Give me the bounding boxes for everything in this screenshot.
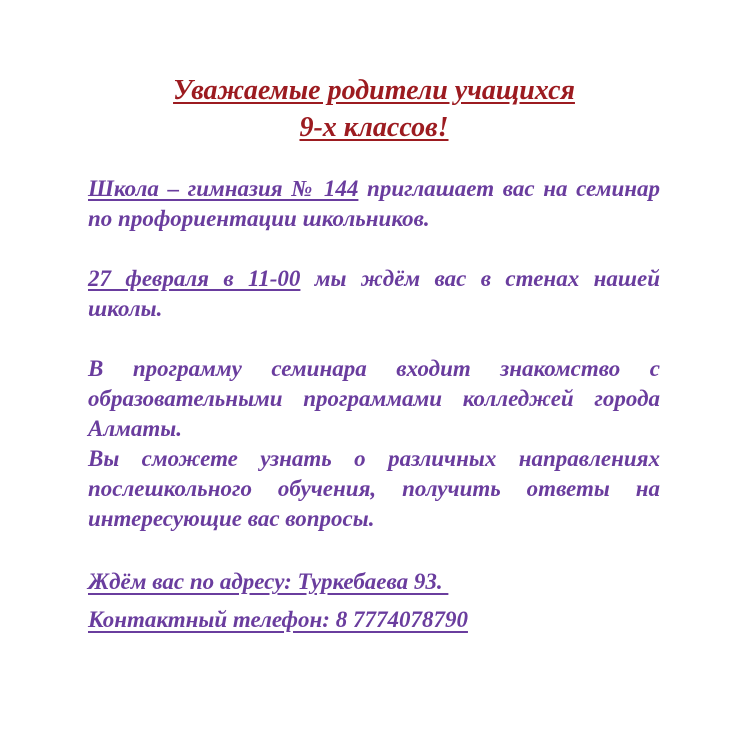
paragraph-program [88, 354, 660, 444]
paragraph-invitation-text: приглашает вас на семинар по профориентации школьников. [88, 176, 661, 231]
paragraph-details-text: Вы сможете узнать о различных направлениях послешкольного обучения, получить ответы на интересующие вас вопросы. [88, 446, 660, 531]
paragraph-program-text: В программу семинара входит знакомство с образовательными программами колледжей города Алматы. [88, 356, 660, 441]
paragraph-invitation [88, 174, 660, 234]
document-title [88, 72, 660, 146]
date-time-underlined: 27 февраля в 11-00 [88, 266, 301, 291]
paragraph-date [88, 264, 660, 324]
paragraph-details [88, 444, 660, 534]
title-line-1: Уважаемые родители учащихся [173, 75, 575, 106]
phone-line: Контактный телефон: 8 7774078790 [88, 607, 468, 632]
paragraph-date-text: мы ждём вас в стенах нашей школы. [88, 266, 661, 321]
address-line: Ждём вас по адресу: Туркебаева 93. [88, 569, 449, 594]
title-line-2: 9-х классов! [299, 112, 449, 143]
school-name-underlined: Школа – гимназия № 144 [88, 176, 359, 201]
